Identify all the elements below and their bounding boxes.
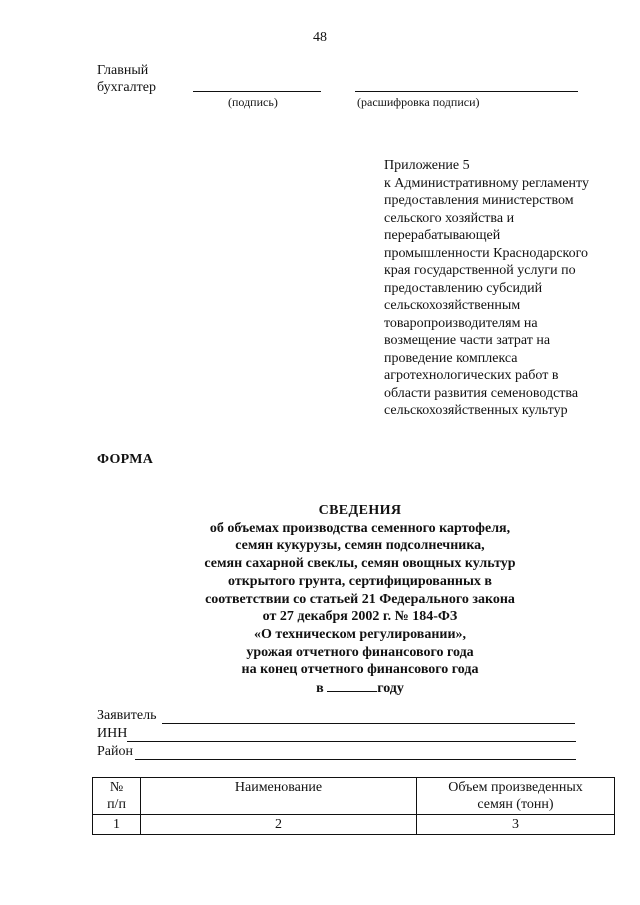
applicant-label: Заявитель xyxy=(97,708,157,723)
appendix-line: сельского хозяйства и xyxy=(384,210,515,226)
table-cell: 3 xyxy=(417,815,615,835)
heading-line: урожая отчетного финансового года xyxy=(246,644,474,660)
heading-year-line xyxy=(160,679,560,698)
form-label: ФОРМА xyxy=(97,452,154,467)
appendix-line: области развития семеноводства xyxy=(384,385,579,401)
district-label: Район xyxy=(97,744,133,759)
col-volume-header-line2: семян (тонн) xyxy=(477,797,554,812)
heading-line: семян кукурузы, семян подсолнечника, xyxy=(235,538,485,554)
inn-label: ИНН xyxy=(97,726,128,741)
applicant-row xyxy=(97,708,156,724)
heading-line: открытого грунта, сертифицированных в xyxy=(228,573,492,589)
appendix-line: промышленности Краснодарского xyxy=(384,245,589,261)
district-field[interactable] xyxy=(135,759,576,760)
heading-line: «О техническом регулировании», xyxy=(253,626,467,642)
appendix-line: агротехнологических работ в xyxy=(384,368,559,383)
heading-line: соответствии со статьей 21 Федерального закона xyxy=(205,591,515,607)
heading-line: на конец отчетного финансового года xyxy=(241,662,479,678)
appendix-line: проведение комплекса xyxy=(384,350,518,366)
signature-title-line1: Главный xyxy=(97,63,149,78)
col-number-header-line2: п/п xyxy=(107,797,126,812)
table-row xyxy=(93,815,615,835)
appendix-line: предоставлению субсидий xyxy=(384,280,543,296)
appendix-block xyxy=(384,157,614,420)
heading-line: от 27 декабря 2002 г. № 184-ФЗ xyxy=(262,609,458,625)
table-header-row xyxy=(93,778,615,815)
appendix-line: края государственной услуги по xyxy=(384,263,576,278)
page-number: 48 xyxy=(313,30,327,45)
district-row xyxy=(97,744,133,760)
year-suffix: году xyxy=(377,681,404,697)
col-name-header xyxy=(141,778,417,815)
col-number-header xyxy=(93,778,141,815)
data-table xyxy=(92,777,615,835)
appendix-line: предоставления министерством xyxy=(384,193,574,208)
heading-line: об объемах производства семенного картофеля, xyxy=(209,520,511,536)
table-cell: 1 xyxy=(93,815,141,835)
col-number-header-line1: № xyxy=(109,780,124,795)
table-cell: 2 xyxy=(141,815,417,835)
inn-row xyxy=(97,726,127,742)
signature-decoding-caption: (расшифровка подписи) xyxy=(357,95,480,109)
heading-line: семян сахарной свеклы, семян овощных культур xyxy=(204,556,516,572)
signature-title xyxy=(97,62,156,96)
signature-line xyxy=(193,91,321,92)
heading-title: СВЕДЕНИЯ xyxy=(318,503,402,518)
appendix-line: товаропроизводителям на xyxy=(384,315,538,331)
inn-field[interactable] xyxy=(127,741,576,742)
col-name-header-text: Наименование xyxy=(234,780,323,795)
year-prefix: в xyxy=(316,681,324,697)
applicant-field[interactable] xyxy=(162,723,575,724)
appendix-line: возмещение части затрат на xyxy=(384,333,551,348)
signature-title-line2: бухгалтер xyxy=(97,80,156,95)
col-volume-header xyxy=(417,778,615,815)
year-blank-field[interactable] xyxy=(327,679,377,692)
appendix-line: к Административному регламенту xyxy=(384,175,589,191)
appendix-line: сельскохозяйственным xyxy=(384,298,521,313)
appendix-line: сельскохозяйственных культур xyxy=(384,403,568,418)
signature-caption: (подпись) xyxy=(228,95,278,109)
col-volume-header-line1: Объем произведенных xyxy=(448,780,583,795)
appendix-line: Приложение 5 xyxy=(384,158,470,173)
signature-decoding-line xyxy=(355,91,578,92)
document-heading xyxy=(160,502,560,698)
appendix-line: перерабатывающей xyxy=(384,228,501,243)
